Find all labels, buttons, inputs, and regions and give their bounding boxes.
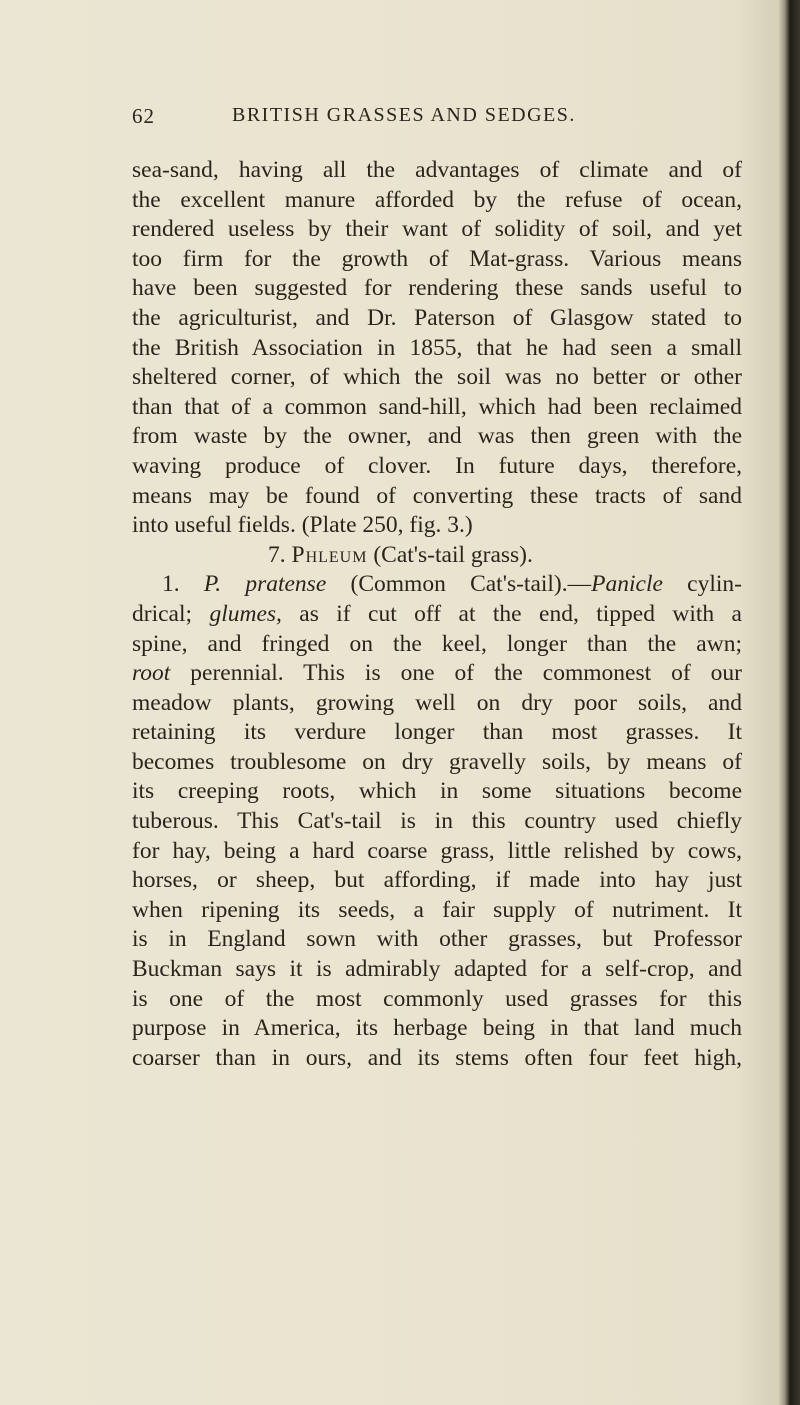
running-title: BRITISH GRASSES AND SEDGES.: [232, 104, 576, 126]
text-line: purpose in America, its herbage being in that land much: [132, 1015, 742, 1042]
species-number: 1.: [162, 571, 180, 598]
text-line: waving produce of clover. In future days, therefore,: [132, 452, 742, 479]
text-line: becomes troublesome on dry gravelly soils, by means of: [132, 748, 742, 775]
species-entry-line: [132, 570, 742, 600]
text-line: Buckman says it is admirably adapted for a self-crop, and: [132, 956, 742, 983]
term-root: root: [132, 660, 171, 687]
text-fragment: as if cut off at the end, tipped with a: [281, 600, 742, 627]
species-epithet: pratense: [245, 571, 327, 598]
text-fragment: perennial. This is one of the commonest of our: [170, 660, 742, 687]
page-header: [132, 104, 742, 140]
text-line: the British Association in 1855, that he had seen a small: [132, 334, 742, 361]
heading-number: 7.: [268, 541, 286, 568]
text-line: than that of a common sand-hill, which had been reclaimed: [132, 393, 742, 420]
text-line: rendered useless by their want of solidity of soil, and yet: [132, 216, 742, 243]
text-line: its creeping roots, which in some situations become: [132, 778, 742, 805]
text-fragment: cylin-: [662, 571, 742, 598]
book-spine-shadow: [778, 0, 800, 1405]
text-line: retaining its verdure longer than most grasses. It: [132, 719, 742, 746]
text-line: [132, 600, 742, 630]
heading-common-name: (Cat's-tail grass).: [373, 541, 533, 568]
heading-genus: Phleum: [291, 541, 368, 568]
text-line: sheltered corner, of which the soil was no better or other: [132, 364, 742, 391]
section-heading: [132, 541, 742, 571]
text-line: [132, 659, 742, 689]
text-fragment: drical;: [132, 600, 210, 627]
text-line: is one of the most commonly used grasses for this: [132, 985, 742, 1012]
term-glumes: glumes,: [209, 600, 282, 627]
body-text: [132, 156, 742, 1073]
text-line: for hay, being a hard coarse grass, little relished by cows,: [132, 837, 742, 864]
text-line: meadow plants, growing well on dry poor soils, and: [132, 689, 742, 716]
species-common-name: (Common Cat's-tail).—: [350, 571, 592, 598]
text-line: from waste by the owner, and was then green with the: [132, 423, 742, 450]
text-line: too firm for the growth of Mat-grass. Various means: [132, 245, 742, 272]
term-panicle: Panicle: [591, 571, 663, 598]
text-line: sea-sand, having all the advantages of climate and of: [132, 157, 742, 183]
text-line: the agriculturist, and Dr. Paterson of Glasgow stated to: [132, 304, 742, 331]
text-line: tuberous. This Cat's-tail is in this country used chiefly: [132, 808, 742, 835]
text-line: have been suggested for rendering these sands useful to: [132, 275, 742, 302]
text-line: the excellent manure afforded by the refuse of ocean,: [132, 186, 742, 213]
text-line: coarser than in ours, and its stems often four feet high,: [132, 1044, 742, 1071]
text-line: is in England sown with other grasses, but Professor: [132, 926, 742, 953]
text-line: means may be found of converting these tracts of sand: [132, 482, 742, 509]
species-genus-abbrev: P.: [203, 571, 222, 598]
text-line: horses, or sheep, but affording, if made into hay just: [132, 867, 742, 894]
text-line: spine, and fringed on the keel, longer than the awn;: [132, 630, 742, 657]
text-line: when ripening its seeds, a fair supply of nutriment. It: [132, 896, 742, 923]
page-number: 62: [132, 104, 155, 128]
text-line: into useful fields. (Plate 250, fig. 3.): [132, 512, 473, 539]
